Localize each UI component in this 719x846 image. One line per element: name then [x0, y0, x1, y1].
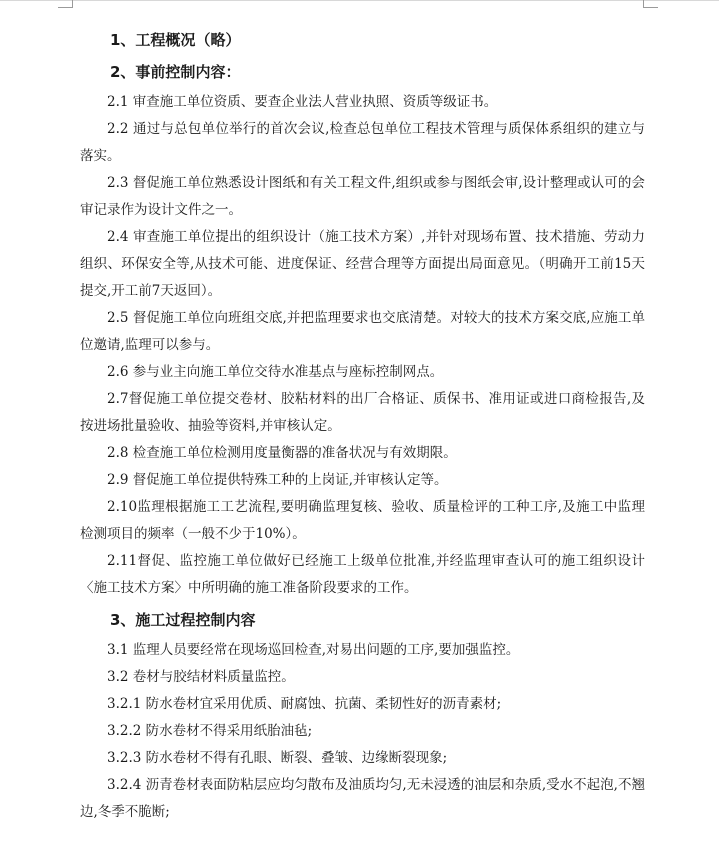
page-corner-mark-left: [58, 0, 73, 8]
document-body[interactable]: [80, 25, 645, 826]
paragraph-2-4: 2.4 审查施工单位提出的组织设计（施工技术方案）,并针对现场布置、技术措施、劳动力组织、环保安全等,从技术可能、进度保证、经营合理等方面提出局面意见。（明确开工前15天提交,开工前7天返回）。: [80, 229, 645, 299]
section-heading-1: 1、工程概况（略）: [110, 31, 241, 49]
page-corner-mark-right: [643, 0, 658, 8]
paragraph-2-2: 2.2 通过与总包单位举行的首次会议,检查总包单位工程技术管理与质保体系组织的建立与落实。: [80, 121, 645, 164]
paragraph-3-2: 3.2 卷材与胶结材料质量监控。: [107, 669, 295, 685]
paragraph-2-1: 2.1 审查施工单位资质、要查企业法人营业执照、资质等级证书。: [107, 94, 498, 110]
paragraph-3-2-1: 3.2.1 防水卷材宜采用优质、耐腐蚀、抗菌、柔韧性好的沥青素材;: [107, 696, 502, 712]
paragraph-2-3: 2.3 督促施工单位熟悉设计图纸和有关工程文件,组织或参与图纸会审,设计整理或认可的会审记录作为设计文件之一。: [80, 175, 645, 218]
paragraph-2-7: 2.7督促施工单位提交卷材、胶粘材料的出厂合格证、质保书、准用证或进口商检报告,及按进场批量验收、抽验等资料,并审核认定。: [80, 391, 645, 434]
paragraph-2-5: 2.5 督促施工单位向班组交底,并把监理要求也交底清楚。对较大的技术方案交底,应施工单位邀请,监理可以参与。: [80, 310, 645, 353]
section-heading-2: 2、事前控制内容：: [110, 63, 241, 81]
paragraph-3-2-3: 3.2.3 防水卷材不得有孔眼、断裂、叠皱、边缘断裂现象;: [107, 750, 448, 766]
paragraph-2-9: 2.9 督促施工单位提供特殊工种的上岗证,并审核认定等。: [107, 472, 448, 488]
paragraph-2-8: 2.8 检查施工单位检测用度量衡器的准备状况与有效期限。: [107, 445, 457, 461]
paragraph-3-1: 3.1 监理人员要经常在现场巡回检查,对易出问题的工序,要加强监控。: [107, 642, 520, 658]
paragraph-2-10: 2.10监理根据施工工艺流程,要明确监理复核、验收、质量检评的工种工序,及施工中监理检测项目的频率（一般不少于10%）。: [80, 499, 645, 542]
section-heading-3: 3、施工过程控制内容: [110, 611, 256, 629]
paragraph-3-2-4: 3.2.4 沥青卷材表面防粘层应均匀散布及油质均匀,无未浸透的油层和杂质,受水不起泡,不翘边,冬季不脆断;: [80, 777, 645, 820]
paragraph-2-6: 2.6 参与业主向施工单位交待水准基点与座标控制网点。: [107, 364, 444, 380]
paragraph-2-11: 2.11督促、监控施工单位做好已经施工上级单位批准,并经监理审查认可的施工组织设计〈施工技术方案〉中所明确的施工准备阶段要求的工作。: [80, 553, 645, 596]
paragraph-3-2-2: 3.2.2 防水卷材不得采用纸胎油毡;: [107, 723, 313, 739]
